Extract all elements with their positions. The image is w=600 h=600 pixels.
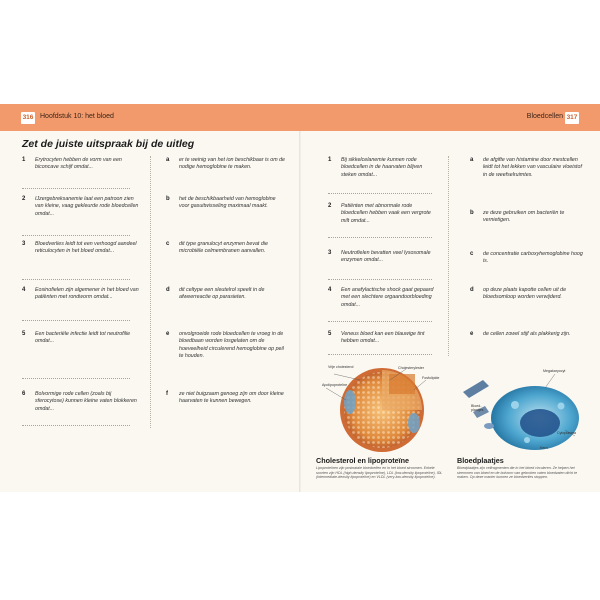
answer-option	[166, 241, 286, 265]
right-page-number: 317	[565, 112, 579, 124]
label-apolipoprotein: Apolipoproteïne	[322, 383, 348, 387]
answer-text: op deze plaats kapotte cellen uit de bloedsomloop worden verwijderd.	[483, 287, 567, 301]
figure-caption: Bloedplaatjes zijn celfragmenten die in het bloed circuleren. Ze helpen het stremmen van bloed en de bolvorm van gebroken vaten bloedvaten dicht te maken. Op deze manier kunnen ze bloedverlies stoppen.	[457, 466, 578, 480]
answer-line[interactable]	[328, 193, 432, 194]
answer-line[interactable]	[22, 378, 130, 379]
question-item	[22, 241, 140, 271]
answer-text: onvolgroeide rode bloedcellen te vroeg in de bloedbaan worden losgelaten om de hoeveelheid circulerend hemoglobine op peil te houden.	[179, 331, 284, 360]
label-megakaryocyte: Megakaryocyt	[543, 369, 566, 373]
answer-option	[470, 210, 582, 230]
answer-letter: a	[166, 157, 170, 163]
answer-letter: f	[166, 391, 168, 397]
section-title: Bloedcellen	[526, 113, 563, 120]
question-text: Patiënten met abnormale rode bloedcellen hebben vaak een vergrote milt omdat...	[341, 203, 431, 224]
label-cytoplasm: Cytoplasma	[557, 431, 576, 435]
question-number: 4	[328, 287, 332, 293]
figure-title: Bloedplaatjes	[457, 456, 504, 465]
answer-text: het de beschikbaarheid van hemoglobine voor gasuitwisseling maximaal maakt.	[179, 196, 276, 210]
answer-text: de concentratie carboxyhemoglobine hoog is.	[483, 251, 583, 265]
question-text: Bij sikkelcelanemie kunnen rode bloedcellen in de haarvaten blijven steken omdat...	[341, 157, 423, 178]
answer-letter: c	[166, 241, 170, 247]
question-number: 3	[22, 241, 26, 247]
answer-text: ze niet buigzaam genoeg zijn om door kleine haarvaten te kunnen bewegen.	[179, 391, 284, 405]
answer-letter: e	[470, 331, 474, 337]
answer-letter: b	[470, 210, 474, 216]
answer-text: de cellen zowel stijf als plakkerig zijn.	[483, 331, 571, 337]
answer-option	[470, 157, 582, 191]
answer-option	[166, 391, 286, 415]
question-number: 4	[22, 287, 26, 293]
question-item	[328, 250, 438, 270]
question-number: 5	[328, 331, 332, 337]
question-number: 6	[22, 391, 26, 397]
question-text: Veneus bloed kan een blauwige tint hebben omdat...	[341, 331, 425, 345]
answer-option	[166, 331, 286, 371]
label-cholesteryl-ester: Cholesterylester	[398, 366, 424, 370]
question-text: IJzergebreksanemie laat een patroon zien van kleine, vaag gekleurde rode bloedcellen omdat...	[35, 196, 139, 217]
answer-option	[166, 287, 286, 311]
answer-option	[166, 157, 286, 177]
question-item	[22, 196, 140, 226]
label-phospholipid: Fosfolipide	[422, 376, 440, 380]
question-text: Neutrofielen bevatten veel lysosomale enzymen omdat...	[341, 250, 431, 264]
label-nucleus: Kern	[540, 446, 548, 450]
answer-text: de afgifte van histamine door mestcellen leidt tot het lekken van vasculaire vloeistof in de weefselruimtes.	[483, 157, 582, 178]
question-item	[328, 203, 438, 233]
answer-line[interactable]	[22, 188, 130, 189]
question-item	[22, 287, 140, 317]
answer-line[interactable]	[328, 321, 432, 322]
figure-title: Cholesterol en lipoproteïne	[316, 456, 410, 465]
question-number: 5	[22, 331, 26, 337]
question-number: 3	[328, 250, 332, 256]
question-text: Bloedverlies leidt tot een verhoogd aandeel reticulocyten in het bloed omdat...	[35, 241, 137, 255]
answer-letter: e	[166, 331, 170, 337]
question-number: 2	[328, 203, 332, 209]
question-item	[328, 331, 438, 351]
chapter-title: Hoofdstuk 10: het bloed	[40, 113, 114, 120]
answer-option	[470, 251, 582, 271]
answer-line[interactable]	[22, 425, 130, 426]
column-divider	[150, 156, 151, 428]
question-number: 1	[22, 157, 26, 163]
answer-line[interactable]	[22, 320, 130, 321]
question-text: Eosinofielen zijn algemener in het bloed van patiënten met rondworm omdat...	[35, 287, 139, 301]
question-item	[328, 157, 438, 187]
lipoprotein-illustration	[316, 360, 446, 455]
answer-letter: d	[470, 287, 474, 293]
figure-caption: Lipoproteïnen zijn postnatale bloedcellen en in het bloed stroomen. Enkele soorten zijn HDL (high-density lipoproteïne), LDL (low-density lipoproteïne), IDL (intermediate-density lipoproteïne) en VLDL (very-low-density lipoproteïne).	[316, 466, 443, 480]
question-text: Een anafylactische shock gaat gepaard met een slechtere orgaandoorbloeding omdat...	[341, 287, 434, 308]
answer-line[interactable]	[22, 279, 130, 280]
answer-text: dit type granulocyt enzymen bevat die microbiële celmembranen aanvallen.	[179, 241, 268, 255]
question-item	[22, 391, 140, 421]
answer-line[interactable]	[22, 235, 130, 236]
answer-text: ze deze gebruiken om bacteriën te vernietigen.	[483, 210, 565, 224]
label-free-cholesterol: Vrije cholesterol	[328, 365, 354, 369]
label-platelets: Bloed-plaatjes	[471, 404, 484, 412]
answer-option	[470, 287, 582, 307]
question-text: Een bacteriële infectie leidt tot neutrofilie omdat...	[35, 331, 131, 345]
answer-letter: c	[470, 251, 474, 257]
answer-line[interactable]	[328, 237, 432, 238]
answer-text: er te weinig van het ion beschikbaar is om de nodige hemoglobine te maken.	[179, 157, 285, 171]
question-item	[22, 331, 140, 355]
question-text: Bolvormige rode cellen (zoals bij sferocytose) kunnen kleine vaten blokkeren omdat...	[35, 391, 137, 412]
answer-letter: b	[166, 196, 170, 202]
answer-line[interactable]	[328, 279, 432, 280]
question-number: 1	[328, 157, 332, 163]
question-item	[22, 157, 140, 187]
answer-text: dit celtype een sleutelrol speelt in de afweerreactie op parasieten.	[179, 287, 265, 301]
question-number: 2	[22, 196, 26, 202]
answer-option	[166, 196, 286, 220]
left-page-number: 316	[21, 112, 35, 124]
column-divider	[448, 156, 449, 356]
answer-letter: d	[166, 287, 170, 293]
answer-letter: a	[470, 157, 474, 163]
question-text: Erytrocyten hebben de vorm van een biconcave schijf omdat...	[35, 157, 122, 171]
lipoprotein-icon	[316, 360, 446, 455]
exercise-title: Zet de juiste uitspraak bij de uitleg	[22, 138, 195, 150]
question-item	[328, 287, 438, 317]
answer-line[interactable]	[328, 354, 432, 355]
book-gutter	[299, 131, 301, 492]
answer-option	[470, 331, 582, 345]
